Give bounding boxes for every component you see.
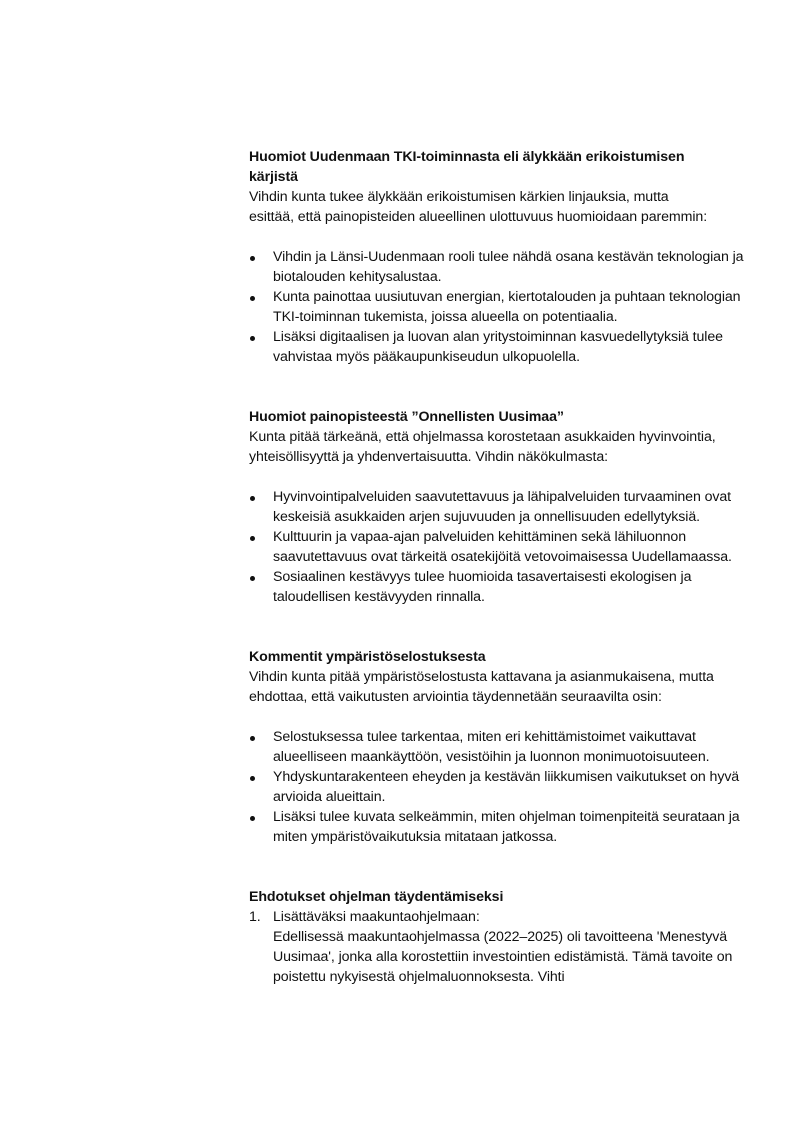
bullet-icon — [250, 816, 255, 821]
bullet-icon — [250, 776, 255, 781]
list-item — [249, 527, 749, 567]
list-item — [249, 287, 749, 327]
section-heading: Kommentit ympäristöselostuksesta — [249, 649, 486, 665]
bullet-icon — [250, 296, 255, 301]
list-item-text: Hyvinvointipalveluiden saavutettavuus ja lähipalveluiden turvaaminen ovat keskeisiä asukkaiden arjen sujuvuuden ja onnellisuuden edellytyksiä. — [273, 489, 732, 525]
item-text: Edellisessä maakuntaohjelmassa (2022–2025) oli tavoitteena 'Menestyvä Uusimaa', jonka alla korostettiin investointien edistämistä. Tämä tavoite on poistettu nykyisestä ohjelmaluonnoksesta. Vihti — [273, 929, 733, 985]
section-ymparistoselostus — [249, 647, 749, 847]
list-item — [249, 727, 749, 767]
bullet-icon — [250, 336, 255, 341]
bullet-list — [249, 487, 749, 607]
bullet-list — [249, 247, 749, 367]
numbered-item — [249, 907, 749, 987]
numbered-list — [249, 907, 749, 987]
section-intro: Vihdin kunta pitää ympäristöselostusta kattavana ja asianmukaisena, mutta ehdottaa, että vaikutusten arviointia täydennetään seuraavilta osin: — [249, 669, 714, 705]
section-heading: Huomiot painopisteestä ”Onnellisten Uusimaa” — [249, 409, 564, 425]
list-item — [249, 487, 749, 527]
section-heading: Ehdotukset ohjelman täydentämiseksi — [249, 889, 504, 905]
bullet-icon — [250, 736, 255, 741]
list-item-text: Selostuksessa tulee tarkentaa, miten eri kehittämistoimet vaikuttavat alueelliseen maankäyttöön, vesistöihin ja luonnon monimuotoisuuteen. — [273, 729, 710, 765]
list-item-text: Yhdyskuntarakenteen eheyden ja kestävän liikkumisen vaikutukset on hyvä arvioida alueittain. — [273, 769, 740, 805]
list-item-text: Lisäksi tulee kuvata selkeämmin, miten ohjelman toimenpiteitä seurataan ja miten ympäristövaikutuksia mitataan jatkossa. — [273, 809, 740, 845]
document-page — [249, 147, 749, 987]
section-ehdotukset — [249, 887, 749, 987]
section-heading: Huomiot Uudenmaan TKI-toiminnasta eli älykkään erikoistumisen kärjistä — [249, 149, 685, 185]
bullet-icon — [250, 256, 255, 261]
list-item — [249, 327, 749, 367]
section-tki — [249, 147, 749, 367]
bullet-icon — [250, 536, 255, 541]
list-item-text: Kunta painottaa uusiutuvan energian, kiertotalouden ja puhtaan teknologian TKI-toiminnan tukemista, joissa alueella on potentiaalia. — [273, 289, 741, 325]
list-item-text: Sosiaalinen kestävyys tulee huomioida tasavertaisesti ekologisen ja taloudellisen kestävyyden rinnalla. — [273, 569, 692, 605]
list-item — [249, 767, 749, 807]
list-item — [249, 247, 749, 287]
list-item-text: Lisäksi digitaalisen ja luovan alan yritystoiminnan kasvuedellytyksiä tulee vahvistaa myös pääkaupunkiseudun ulkopuolella. — [273, 329, 723, 365]
bullet-icon — [250, 496, 255, 501]
list-item-text: Vihdin ja Länsi-Uudenmaan rooli tulee nähdä osana kestävän teknologian ja biotalouden kehitysalustaa. — [273, 249, 744, 285]
section-onnellisten-uusimaa — [249, 407, 749, 607]
bullet-list — [249, 727, 749, 847]
section-intro: Kunta pitää tärkeänä, että ohjelmassa korostetaan asukkaiden hyvinvointia, yhteisöllisyyttä ja yhdenvertaisuutta. Vihdin näkökulmasta: — [249, 429, 716, 465]
item-number: 1. — [249, 909, 261, 925]
section-intro: Vihdin kunta tukee älykkään erikoistumisen kärkien linjauksia, mutta esittää, että painopisteiden alueellinen ulottuvuus huomioidaan paremmin: — [249, 189, 708, 225]
item-title: Lisättäväksi maakuntaohjelmaan: — [273, 909, 480, 925]
list-item — [249, 567, 749, 607]
bullet-icon — [250, 576, 255, 581]
list-item-text: Kulttuurin ja vapaa-ajan palveluiden kehittäminen sekä lähiluonnon saavutettavuus ovat tärkeitä osatekijöitä vetovoimaisessa Uudellamaassa. — [273, 529, 732, 565]
list-item — [249, 807, 749, 847]
